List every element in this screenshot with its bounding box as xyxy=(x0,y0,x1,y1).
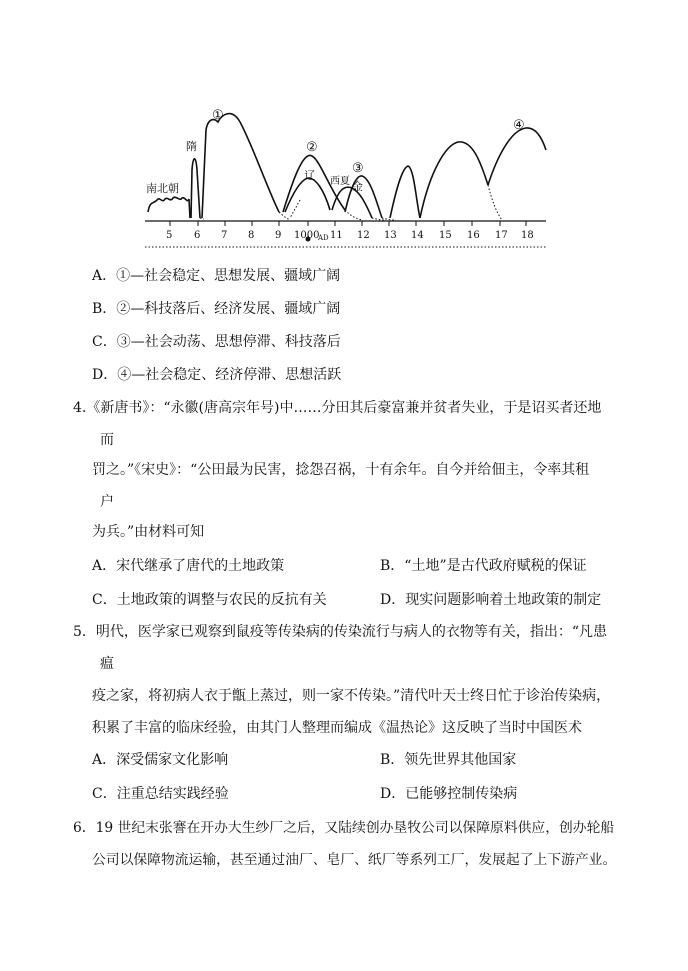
label-circle-3: ③ xyxy=(352,161,364,176)
q4-option-b: B．“土地”是古代政府赋税的保证 xyxy=(380,558,587,574)
q4-stem-line1: 4.《新唐书》：“永徽(唐高宗年号)中……分田其后豪富兼并贫者失业，于是诏买者还地 xyxy=(73,400,602,416)
nanbeichao-curve xyxy=(148,197,190,218)
q5-stem-line3: 疫之家，将初病人衣于甑上蒸过，则一家不传染。”清代叶天士终日忙于诊治传染病， xyxy=(92,688,611,704)
curve-4-qing xyxy=(488,128,546,185)
dynasty-curves xyxy=(148,114,546,218)
q4-option-c: C．土地政策的调整与农民的反抗有关 xyxy=(92,592,327,608)
q5-stem-line1: 5．明代，医学家已观察到鼠疫等传染病的传染流行与病人的衣物等有关，指出：“凡患 xyxy=(73,624,608,640)
q5-option-c: C．注重总结实践经验 xyxy=(92,786,229,802)
tick-label: 8 xyxy=(248,230,255,241)
label-xixia: 西夏 xyxy=(330,176,350,187)
q3-option-b: B．②—科技落后、经济发展、疆域广阔 xyxy=(92,301,341,317)
label-circle-2: ② xyxy=(306,140,318,155)
tick-label: 12 xyxy=(357,230,370,241)
tick-label: 17 xyxy=(495,230,508,241)
tick-label: 9 xyxy=(275,230,282,241)
q5-option-b: B．领先世界其他国家 xyxy=(380,752,517,768)
q4-option-d: D．现实问题影响着土地政策的制定 xyxy=(380,592,602,608)
q4-stem-line5: 为兵。”由材料可知 xyxy=(92,524,205,540)
ad-label: AD xyxy=(318,234,329,242)
q5-stem-line2: 瘟 xyxy=(100,656,114,672)
tick-label: 15 xyxy=(439,230,452,241)
ming-curve xyxy=(420,142,488,218)
q3-option-c: C．③—社会动荡、思想停滞、科技落后 xyxy=(92,334,341,350)
sui-curve xyxy=(191,159,200,218)
tick-label: 1000 xyxy=(294,230,320,241)
dynasty-curve-figure xyxy=(140,100,560,250)
label-circle-4: ④ xyxy=(513,118,525,133)
q5-option-d: D．已能够控制传染病 xyxy=(380,786,518,802)
curve-1-tang xyxy=(202,114,279,218)
label-liao: 辽 xyxy=(304,169,315,182)
label-sui: 隋 xyxy=(186,140,197,153)
label-jin: 金 xyxy=(352,180,363,193)
curve-3-jin xyxy=(345,176,382,218)
tick-label: 14 xyxy=(411,230,424,241)
tick-label: 13 xyxy=(384,230,397,241)
q4-stem-line4: 户 xyxy=(100,494,114,510)
q3-option-a: A．①—社会稳定、思想发展、疆域广阔 xyxy=(92,268,341,284)
axis-tick-marks xyxy=(170,221,526,226)
q4-option-a: A．宋代继承了唐代的土地政策 xyxy=(92,558,285,574)
q6-stem-line1: 6．19 世纪末张謇在开办大生纱厂之后，又陆续创办垦牧公司以保障原料供应，创办轮船 xyxy=(73,820,615,836)
tick-label: 18 xyxy=(521,230,534,241)
yuan-curve xyxy=(390,166,420,218)
tick-label: 5 xyxy=(166,230,173,241)
label-nanbeichao: 南北朝 xyxy=(146,182,179,195)
q5-option-a: A．深受儒家文化影响 xyxy=(92,752,229,768)
liao-curve xyxy=(285,178,330,212)
label-circle-1: ① xyxy=(212,108,224,123)
q4-stem-line3: 罚之。”《宋史》：“公田最为民害，捻怨召祸，十有余年。自今并给佃主，令率其租 xyxy=(92,462,590,478)
q6-stem-line2: 公司以保障物流运输，甚至通过油厂、皂厂、纸厂等系列工厂，发展起了上下游产业。 xyxy=(92,852,617,868)
q3-option-d: D．④—社会稳定、经济停滞、思想活跃 xyxy=(92,367,342,383)
q4-stem-line2: 而 xyxy=(100,432,114,448)
q5-stem-line4: 积累了丰富的临床经验，由其门人整理而编成《温热论》这反映了当时中国医术 xyxy=(92,720,582,736)
tick-label: 7 xyxy=(221,230,228,241)
tick-label: 6 xyxy=(194,230,201,241)
tick-label: 11 xyxy=(330,230,343,241)
tick-label: 16 xyxy=(467,230,480,241)
